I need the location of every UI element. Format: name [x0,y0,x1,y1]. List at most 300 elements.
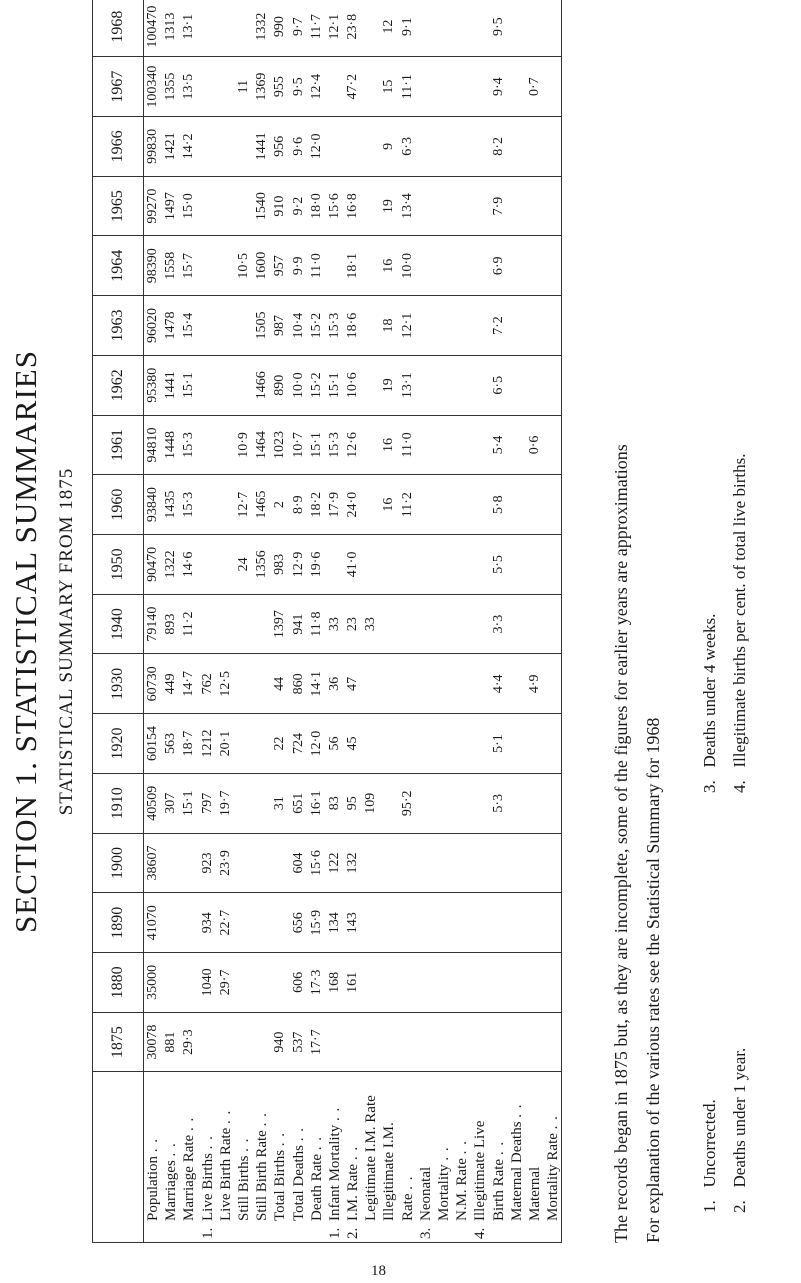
table-cell [399,598,417,651]
year-column [144,236,563,296]
table-cell: 15·1 [181,372,197,399]
row-label [471,1076,489,1240]
year-header: 1964 [93,236,144,296]
table-cell: 1355 [163,72,179,101]
table-cell [380,1016,398,1069]
table-cell: 12·0 [308,730,324,757]
table-cell: 60730 [145,666,160,702]
table-cell: 955 [272,76,288,98]
year-header: 1940 [93,594,144,654]
table-cell [508,478,526,531]
table-cell: 9·4 [490,77,506,96]
table-cell [471,956,489,1009]
table-cell [362,896,380,949]
table-cell [453,180,471,233]
row-label-text: Neonatal [417,1166,434,1221]
table-cell [235,896,253,949]
table-cell: 23·9 [217,850,233,876]
year-column [144,296,563,356]
table-cell [471,299,489,352]
section-subtitle: STATISTICAL SUMMARY FROM 1875 [56,467,77,816]
table-cell: 94810 [145,427,160,463]
table-cell: 10·0 [399,252,415,279]
table-cell: 18·0 [308,193,324,219]
table-cell: 15·6 [308,850,324,876]
year-header-row [93,0,144,1242]
table-cell [471,120,489,173]
table-cell [544,717,562,770]
table-cell [435,837,453,890]
table-cell: 1464 [254,430,270,459]
table-cell: 11·2 [181,611,197,637]
table-cell: 2 [272,501,288,509]
table-cell [362,657,380,710]
row-label-text: Rate [399,1193,416,1221]
table-cell: 100340 [145,65,160,108]
year-column [144,176,563,236]
table-cell [471,598,489,651]
row-label-dots: . . [545,1115,562,1130]
row-label-text: Legitimate I.M. Rate [363,1095,380,1221]
table-cell: 940 [272,1031,288,1053]
table-cell [453,60,471,113]
table-cell: 990 [272,16,288,38]
table-cell: 16 [381,497,397,512]
table-cell: 923 [199,852,215,874]
row-label [199,1076,217,1240]
table-cell: 1478 [163,311,179,340]
table-cell [508,896,526,949]
table-cell [217,598,235,651]
table-cell: 5·3 [490,793,506,813]
table-cell [544,777,562,830]
table-cell [235,598,253,651]
table-cell: 40509 [145,785,160,821]
table-cell [471,837,489,890]
row-label-text: Still Birth Rate [254,1130,271,1221]
table-cell [526,180,544,233]
table-cell [217,239,235,292]
table-cell [490,956,508,1009]
table-cell: 19·7 [217,790,233,817]
table-cell [362,478,380,531]
table-cell: 10·5 [235,252,251,279]
table-cell [235,180,253,233]
row-label-text: N.M. Rate [454,1158,471,1221]
table-cell [199,1016,217,1069]
table-cell [526,777,544,830]
table-cell: 14·2 [181,133,197,160]
table-cell [362,299,380,352]
year-column [144,415,563,475]
table-cell [399,837,417,890]
table-cell [417,478,435,531]
table-cell: 9 [381,142,397,150]
table-cell [199,598,217,651]
table-cell: 44 [272,676,288,691]
table-cell [544,956,562,1009]
table-cell: 15·3 [181,432,197,458]
table-cell [380,956,398,1009]
table-cell: 762 [199,673,215,695]
row-label-dots: . . [217,1109,234,1124]
table-cell: 41·0 [345,551,361,578]
table-cell: 11·8 [308,611,324,637]
table-cell [435,717,453,770]
table-cell: 20·1 [217,730,233,757]
table-cell: 4·9 [526,674,542,694]
table-cell [162,956,180,1009]
year-column [144,833,563,893]
row-label-dots: . . [345,1145,362,1161]
table-cell [471,538,489,591]
table-cell [453,538,471,591]
footnote-4: 4. Illegitimate births per cent. of total live births. [730,453,749,793]
table-cell: 12·1 [399,312,415,339]
table-cell: 99270 [145,188,160,224]
table-cell: 5·8 [490,495,506,515]
table-cell [417,60,435,113]
table-cell: 161 [345,971,361,993]
table-cell: 95380 [145,367,160,403]
table-cell: 17·3 [308,969,324,996]
table-cell [362,419,380,472]
notes [605,43,669,1243]
table-cell: 1212 [199,729,215,758]
year-column [144,594,563,654]
table-cell [508,299,526,352]
table-cell [362,120,380,173]
table-cell [471,1016,489,1069]
table-cell: 17·7 [308,1029,324,1055]
table-cell: 11·0 [399,432,415,458]
year-header: 1875 [93,1012,144,1072]
row-label [526,1076,544,1240]
table-cell [453,837,471,890]
row-label-dots: . . [145,1137,161,1153]
table-cell [253,1016,271,1069]
table-cell: 18·2 [308,491,324,518]
table-cell: 29·7 [217,969,233,996]
year-column [144,355,563,415]
year-header: 1900 [93,833,144,893]
table-cell [417,657,435,710]
table-cell [453,0,471,53]
year-header: 1967 [93,57,144,117]
table-cell: 23·8 [345,13,361,40]
table-cell: 1540 [254,192,270,221]
table-cell [544,359,562,412]
table-cell [417,837,435,890]
year-column [144,1012,563,1072]
row-label [253,1076,271,1240]
table-cell [526,478,544,531]
table-cell [471,478,489,531]
footnote-2: 2. Deaths under 1 year. [730,1047,749,1213]
table-cell: 1505 [254,311,270,340]
table-cell: 957 [272,255,288,277]
table-cell: 14·1 [308,671,324,697]
table-cell: 100470 [145,5,160,48]
row-label [271,1076,289,1240]
table-cell: 9·9 [290,256,306,276]
table-cell: 8·9 [290,495,306,515]
row-label-text: Live Birth Rate [217,1127,234,1221]
table-cell: 0·6 [526,435,542,455]
table-cell: 33 [326,617,342,632]
table-cell: 134 [326,912,342,934]
table-cell [471,896,489,949]
table-cell: 15·2 [308,312,324,339]
table-cell [399,657,417,710]
table-cell: 563 [163,733,179,755]
table-cell [544,180,562,233]
table-cell [380,538,398,591]
table-cell [199,120,217,173]
footnote-1: 1. Uncorrected. [700,1099,719,1213]
table-cell: 13·1 [399,372,415,399]
table-cell: 5·5 [490,555,506,574]
table-cell: 122 [326,852,342,874]
table-cell: 38607 [145,845,160,881]
row-label-dots: . . [290,1126,307,1142]
table-cell: 15·0 [181,193,197,219]
table-cell [508,0,526,53]
table-cell [399,1016,417,1069]
table-cell: 18·6 [345,312,361,339]
table-cell [526,239,544,292]
table-cell [162,896,180,949]
table-cell [453,598,471,651]
year-header: 1930 [93,654,144,714]
table-cell [399,717,417,770]
table-cell [217,0,235,53]
table-cell: 956 [272,135,288,157]
table-cell [417,180,435,233]
table-cell [526,896,544,949]
table-cell [453,777,471,830]
year-header: 1950 [93,535,144,595]
row-label-dots: . . [199,1135,216,1150]
table-cell: 8·2 [490,137,506,156]
table-cell [362,0,380,53]
table-cell: 1448 [163,430,179,459]
table-cell: 18·1 [345,252,361,279]
table-cell: 45 [345,736,361,751]
table-cell: 5·1 [490,734,506,753]
row-label-number: 3. [417,1227,434,1239]
row-label-dots: . . [436,1146,452,1161]
table-cell: 60154 [145,726,160,762]
table-cell [417,0,435,53]
table-cell [380,777,398,830]
table-cell: 1313 [163,12,179,41]
row-label-dots: . . [272,1131,289,1147]
table-cell [435,777,453,830]
year-header: 1960 [93,475,144,535]
row-label [435,1076,453,1240]
table-cell [199,478,217,531]
table-cell: 11·2 [399,492,415,518]
table-cell [380,896,398,949]
table-cell [217,299,235,352]
table-cell: 1465 [254,490,270,519]
table-cell [435,60,453,113]
table-cell: 47·2 [345,73,361,100]
table-cell: 19 [381,378,397,393]
table-cell [508,717,526,770]
table-cell [344,1016,362,1069]
table-cell: 1421 [163,132,179,161]
row-label-text: I.M. Rate [345,1163,362,1221]
table-cell: 860 [290,673,306,695]
table-cell [508,598,526,651]
table-cell: 168 [326,971,342,993]
table-cell: 109 [363,792,379,814]
stats-table [93,0,562,1242]
table-cell: 18 [381,318,397,333]
table-cell [180,896,198,949]
table-cell: 16 [381,437,397,452]
table-cell [471,60,489,113]
table-cell: 987 [272,315,288,337]
table-cell [544,60,562,113]
table-cell [253,598,271,651]
row-label-text: Mortality Rate [545,1133,562,1221]
table-cell [471,0,489,53]
table-cell: 10·7 [290,432,306,458]
table-cell [199,180,217,233]
row-label [544,1076,562,1240]
table-cell [453,359,471,412]
table-cell: 16·1 [308,790,324,817]
table-cell: 9·6 [290,137,306,156]
table-cell: 12·6 [345,432,361,458]
table-cell: 934 [199,912,215,934]
table-cell [380,717,398,770]
table-cell: 15 [381,79,397,94]
table-cell [326,239,344,292]
table-cell: 6·3 [399,137,415,156]
note-records: The records began in 1875 but, as they are incomplete, some of the figures for earlier years are approximations [611,444,631,1243]
year-header: 1890 [93,893,144,953]
table-cell [362,60,380,113]
table-cell [253,896,271,949]
table-cell: 10·9 [235,432,251,458]
table-cell [380,598,398,651]
table-cell: 143 [345,912,361,934]
table-cell: 1441 [254,132,270,161]
table-cell [217,359,235,412]
table-cell [435,657,453,710]
row-label-text: Total Births [272,1149,289,1221]
row-label-dots: . . [181,1116,198,1132]
table-cell: 881 [163,1031,179,1053]
table-cell [544,837,562,890]
table-cell: 18·7 [181,730,197,757]
row-label-dots: . . [454,1140,471,1155]
row-label-number: 4. [472,1227,489,1239]
table-cell: 36 [326,676,342,691]
table-cell: 11 [235,79,251,94]
row-label [235,1076,253,1240]
table-cell: 12·1 [326,13,342,40]
row-label [290,1076,308,1240]
row-label-dots: . . [508,1103,525,1118]
table-cell [362,837,380,890]
table-cell [199,419,217,472]
row-label-text: Maternal [526,1166,543,1221]
table-cell: 98390 [145,248,160,284]
table-cell: 12·0 [308,133,324,160]
table-body-row [144,0,563,1242]
table-cell: 24·0 [345,491,361,518]
table-cell: 1466 [254,371,270,400]
table-cell: 15·3 [181,491,197,518]
table-cell [453,956,471,1009]
year-column [144,893,563,953]
table-cell [417,538,435,591]
table-cell [490,837,508,890]
year-header: 1962 [93,355,144,415]
year-column [144,773,563,833]
table-cell [471,419,489,472]
table-cell: 15·1 [326,372,342,399]
table-cell: 13·5 [181,73,197,100]
table-cell: 797 [199,792,215,814]
table-cell [435,180,453,233]
row-label-number: 1. [199,1227,216,1239]
table-cell [435,0,453,53]
table-cell [326,120,344,173]
table-cell [544,120,562,173]
row-label-dots: . . [326,1106,343,1122]
table-cell: 11·0 [308,253,324,279]
year-column [144,117,563,177]
table-cell [526,0,544,53]
table-cell [217,538,235,591]
table-cell: 15·1 [308,432,324,458]
table-cell [526,837,544,890]
table-cell: 15·6 [326,193,342,219]
table-cell [253,657,271,710]
table-cell [417,419,435,472]
table-cell [453,657,471,710]
table-cell: 17·9 [326,491,342,518]
row-label [417,1076,435,1240]
row-label-text: Mortality [436,1164,452,1221]
table-cell [235,299,253,352]
table-cell: 90470 [145,546,160,582]
row-label [453,1076,471,1240]
row-label-text: Birth Rate [490,1158,507,1221]
table-cell: 10·0 [290,372,306,399]
table-cell: 656 [290,912,306,934]
table-cell [435,1016,453,1069]
table-cell [235,956,253,1009]
table-cell [199,239,217,292]
table-cell [526,299,544,352]
table-cell [235,777,253,830]
table-cell [508,120,526,173]
table-cell [508,657,526,710]
year-column [144,654,563,714]
table-cell [435,299,453,352]
table-cell [471,359,489,412]
row-label [490,1076,508,1240]
table-cell [435,359,453,412]
table-cell: 7·9 [490,196,506,216]
